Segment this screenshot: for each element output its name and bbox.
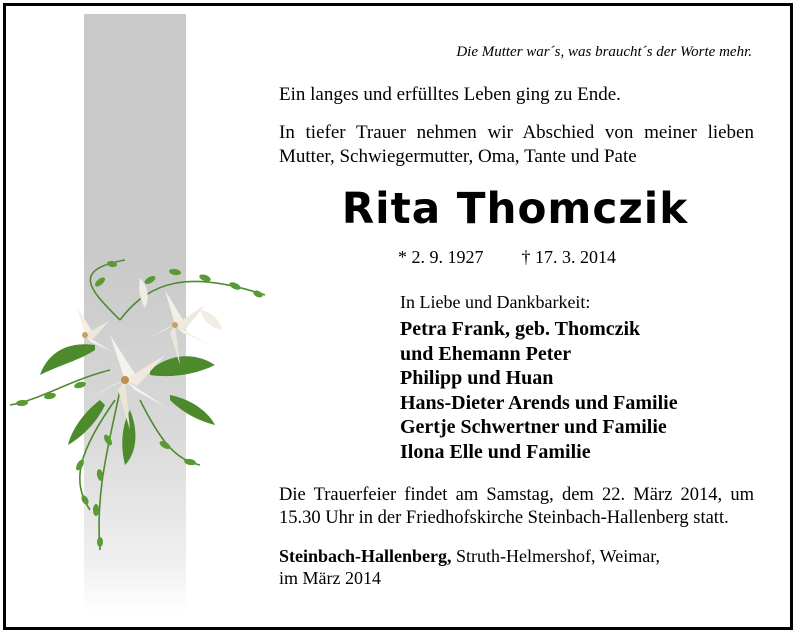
funeral-service-info: Die Trauerfeier findet am Samstag, dem 22. März 2014, um 15.30 Uhr in der Friedhofskirche Steinbach-Hallenberg statt. xyxy=(279,485,754,528)
mourner-line: Petra Frank, geb. Thomczik xyxy=(400,318,641,340)
place-rest: Struth-Helmershof, Weimar, xyxy=(451,546,660,566)
mourner-line: Hans-Dieter Arends und Familie xyxy=(400,391,678,414)
place-bold: Steinbach-Hallenberg, xyxy=(279,546,452,566)
places-line xyxy=(279,546,660,567)
mourner-line: Philipp und Huan xyxy=(400,367,554,389)
death-date: † 17. 3. 2014 xyxy=(521,247,616,267)
birth-date: * 2. 9. 1927 xyxy=(398,247,484,267)
intro-line: Ein langes und erfülltes Leben ging zu Ende. xyxy=(279,84,621,105)
farewell-text: In tiefer Trauer nehmen wir Abschied von meiner lieben Mutter, Schwiegermutter, Oma, Tante und Pate xyxy=(279,122,754,167)
mourner-line: Gertje Schwertner und Familie xyxy=(400,416,667,438)
lily-bouquet-image xyxy=(0,250,280,580)
thanks-intro: In Liebe und Dankbarkeit: xyxy=(400,292,591,312)
deceased-name: Rita Thomczik xyxy=(341,184,689,234)
date-line: im März 2014 xyxy=(279,568,381,588)
mourner-line: und Ehemann Peter xyxy=(400,342,572,365)
mourners-list xyxy=(400,317,678,464)
life-dates xyxy=(398,247,616,268)
motto-quote: Die Mutter war´s, was braucht´s der Worte mehr. xyxy=(456,44,752,60)
mourner-line: Ilona Elle und Familie xyxy=(400,440,591,463)
